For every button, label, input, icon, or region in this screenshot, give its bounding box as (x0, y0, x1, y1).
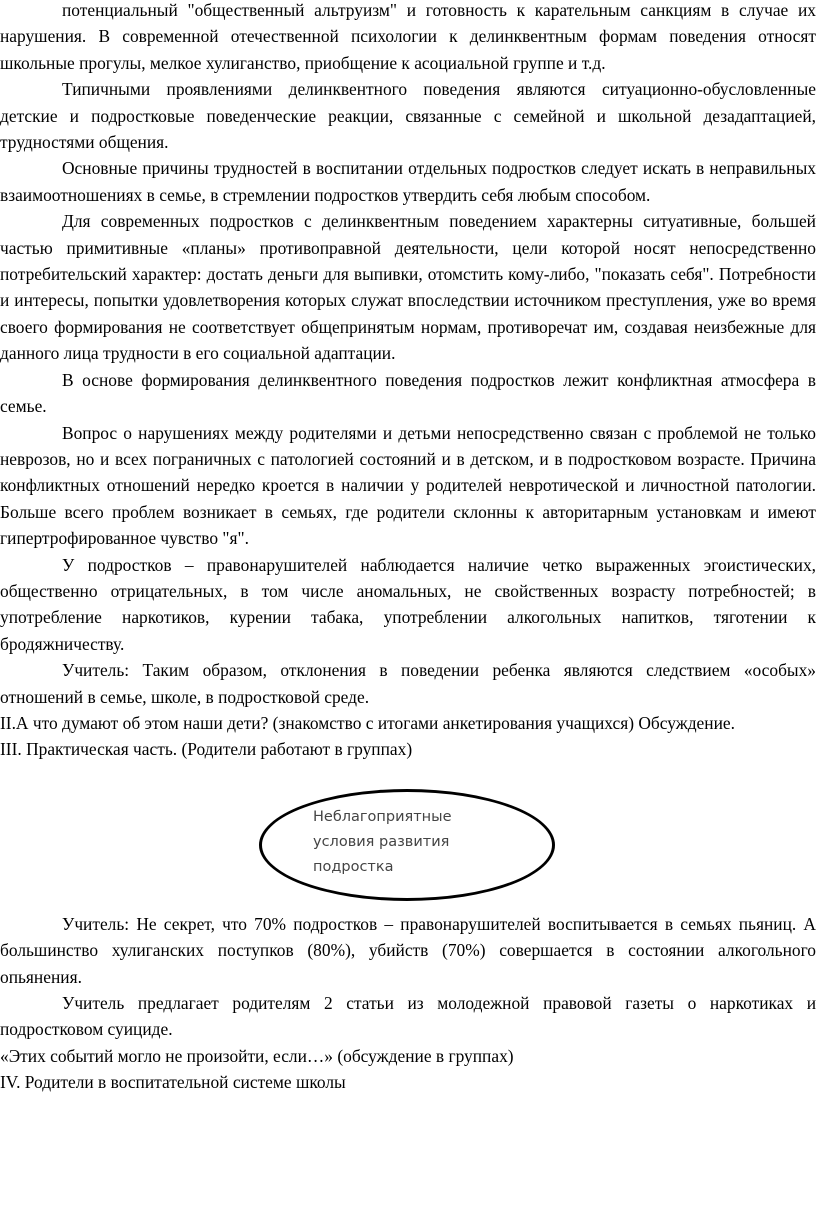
paragraph: Основные причины трудностей в воспитании отдельных подростков следует искать в неправильных взаимоотношениях в семье, в стремлении подростков утвердить себя любым способом. (0, 158, 816, 205)
paragraph: Вопрос о нарушениях между родителями и детьми непосредственно связан с проблемой не только неврозов, но и всех пограничных с патологией состояний и в детском, и в подростковом возрасте. Причина конфликтных отношений нередко кроется в наличии у родителей невротической и личностной патологии. Больше всего проблем возникает в семьях, где родители склонны к авторитарным установкам и имеют гипертрофированное чувство "я". (0, 422, 816, 549)
ellipse-label-line: условия развития (313, 833, 450, 850)
section-heading-4: IV. Родители в воспитательной системе школы (0, 1072, 346, 1093)
ellipse-label-line: подростка (313, 858, 394, 875)
paragraph: В основе формирования делинквентного поведения подростков лежит конфликтная атмосфера в семье. (0, 369, 816, 417)
paragraph: Типичными проявлениями делинквентного поведения являются ситуационно-обусловленные детские и подростковые поведенческие реакции, связанные с семейной и школьной дезадаптацией, трудностями общения. (0, 79, 816, 153)
ellipse-label-line: Неблагоприятные (313, 808, 452, 825)
section-heading-3: III. Практическая часть. (Родители работают в группах) (0, 739, 413, 760)
paragraph: Учитель: Не секрет, что 70% подростков – правонарушителей воспитывается в семьях пьяниц. А большинство хулиганских поступков (80%), убийств (70%) совершается в состоянии алкогольного опьянения. (0, 913, 816, 987)
diagram (0, 763, 816, 911)
paragraph: потенциальный "общественный альтруизм" и готовность к карательным санкциям в случае их нарушения. В современной отечественной психологии к делинквентным формам поведения относят школьные прогулы, мелкое хулиганство, приобщение к асоциальной группе и т.д. (0, 0, 816, 73)
quote-line: «Этих событий могло не произойти, если…» (обсуждение в группах) (0, 1045, 514, 1066)
paragraph: Учитель: Таким образом, отклонения в поведении ребенка являются следствием «особых» отношений в семье, школе, в подростковой среде. (0, 660, 816, 707)
paragraph: Учитель предлагает родителям 2 статьи из молодежной правовой газеты о наркотиках и подростковом суициде. (0, 993, 816, 1040)
ellipse-label (313, 805, 513, 880)
paragraph: Для современных подростков с делинквентным поведением характерны ситуативные, большей частью примитивные «планы» противоправной деятельности, цели которой носят непосредственно потребительский характер: достать деньги для выпивки, отомстить кому-либо, "показать себя". Потребности и интересы, попытки удовлетворения которых служат впоследствии источником преступления, уже во время своего формирования не соответствует общепринятым нормам, противоречат им, создавая неизбежные для данного лица трудности в его социальной адаптации. (0, 211, 816, 364)
paragraph: У подростков – правонарушителей наблюдается наличие четко выраженных эгоистических, общественно отрицательных, в том числе аномальных, не свойственных возрасту потребностей; в употребление наркотиков, курении табака, употреблении алкогольных напитков, тяготении к бродяжничеству. (0, 554, 816, 654)
section-heading-2: II.А что думают об этом наши дети? (знакомство с итогами анкетирования учащихся) Обсуждение. (0, 712, 735, 733)
